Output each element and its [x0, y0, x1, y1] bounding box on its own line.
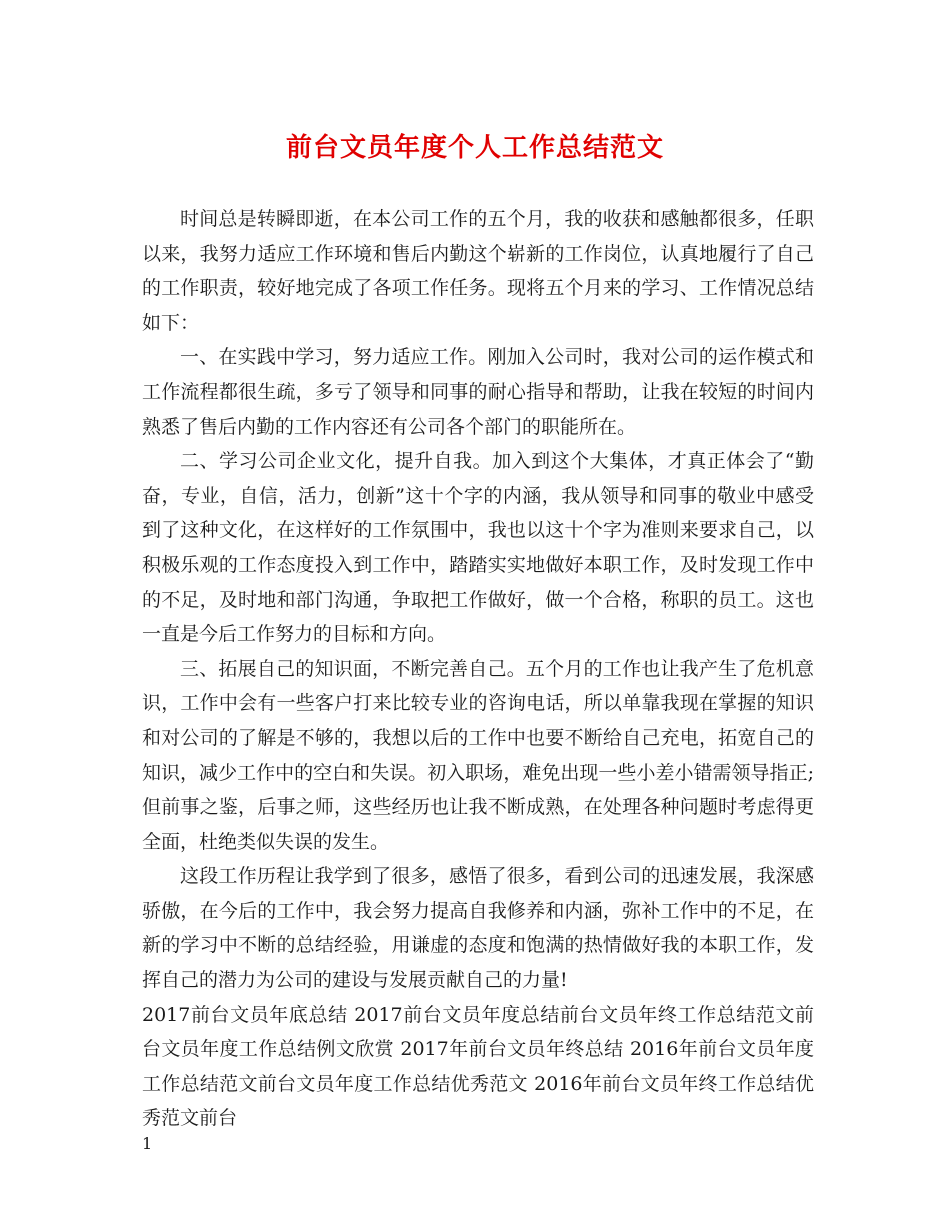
page-number: 1 — [142, 1134, 153, 1153]
paragraph-intro: 时间总是转瞬即逝，在本公司工作的五个月，我的收获和感触都很多，任职以来，我努力适应工作环境和售后内勤这个崭新的工作岗位，认真地履行了自己的工作职责，较好地完成了各项工作任务。现将五个月来的学习、工作情况总结如下： — [142, 208, 814, 334]
document-title: 前台文员年度个人工作总结范文 — [285, 133, 664, 163]
related-articles-text: 2017前台文员年底总结 2017前台文员年度总结前台文员年终工作总结范文前台文员年度工作总结例文欣赏 2017年前台文员年终总结 2016年前台文员年度工作总结范文前台文员年度工作总结优秀范文 2016年前台文员年终工作总结优秀范文前台 — [142, 1003, 814, 1130]
paragraph-conclusion: 这段工作历程让我学到了很多，感悟了很多，看到公司的迅速发展，我深感骄傲，在今后的工作中，我会努力提高自我修养和内涵，弥补工作中的不足，在新的学习中不断的总结经验，用谦虚的态度和饱满的热情做好我的本职工作，发挥自己的潜力为公司的建设与发展贡献自己的力量! — [142, 865, 814, 992]
paragraph-section-two: 二、学习公司企业文化，提升自我。加入到这个大集体，才真正体会了“勤奋，专业，自信，活力，创新”这十个字的内涵，我从领导和同事的敬业中感受到了这种文化，在这样好的工作氛围中，我也以这十个字为准则来要求自己，以积极乐观的工作态度投入到工作中，踏踏实实地做好本职工作，及时发现工作中的不足，及时地和部门沟通，争取把工作做好，做一个合格，称职的员工。这也一直是今后工作努力的目标和方向。 — [142, 450, 814, 646]
paragraph-section-three: 三、拓展自己的知识面，不断完善自己。五个月的工作也让我产生了危机意识，工作中会有一些客户打来比较专业的咨询电话，所以单靠我现在掌握的知识和对公司的了解是不够的，我想以后的工作中也要不断给自己充电，拓宽自己的知识，减少工作中的空白和失误。初入职场，难免出现一些小差小错需领导指正;但前事之鉴，后事之师，这些经历也让我不断成熟，在处理各种问题时考虑得更全面，杜绝类似失误的发生。 — [142, 657, 814, 853]
paragraph-section-one: 一、在实践中学习，努力适应工作。刚加入公司时，我对公司的运作模式和工作流程都很生疏，多亏了领导和同事的耐心指导和帮助，让我在较短的时间内熟悉了售后内勤的工作内容还有公司各个部门的职能所在。 — [142, 346, 814, 438]
document-body — [142, 202, 814, 1136]
